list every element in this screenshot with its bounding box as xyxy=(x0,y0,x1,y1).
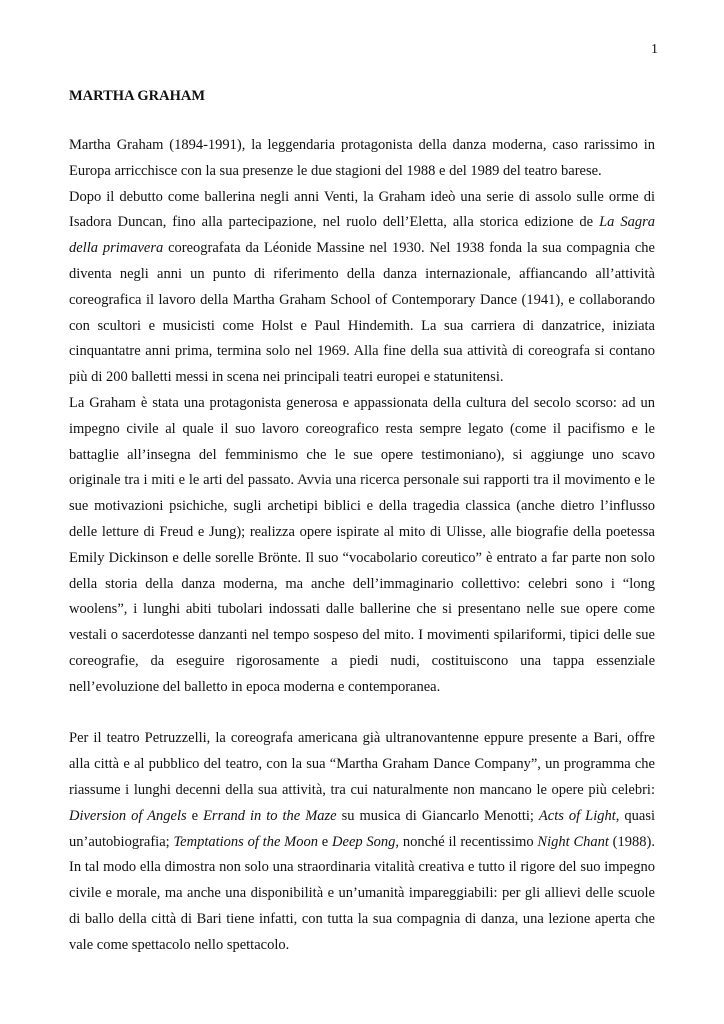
text-run: Per il teatro Petruzzelli, la coreografa americana già ultranovantenne eppure presente a Bari, offre alla città e al pubblico del teatro, con la sua “Martha Graham Dance Company”, un programma che riassume i lunghi decenni della sua attività, tra cui naturalmente non mancano le opere più celebri: xyxy=(69,730,655,798)
italic-title: Errand in to the Maze xyxy=(203,807,337,824)
text-run: Dopo il debutto come ballerina negli anni Venti, la Graham ideò una serie di assolo sulle orme di Isadora Duncan, fino alla partecipazione, nel ruolo dell’Eletta, alla storica edizione de xyxy=(69,188,655,231)
italic-title: Acts of Light xyxy=(538,807,616,824)
italic-title: Deep Song xyxy=(332,833,396,850)
page-number: 1 xyxy=(651,42,658,57)
italic-title: Diversion of Angels xyxy=(69,807,187,824)
text-run: Martha Graham (1894-1991), la leggendaria protagonista della danza moderna, caso rarissimo in Europa arricchisce con la sua presenze le due stagioni del 1988 e del 1989 del teatro barese. xyxy=(69,137,655,179)
italic-title: La Sagra della primavera xyxy=(69,214,655,257)
text-run: , nonché il recentissimo xyxy=(395,833,538,850)
italic-title: Temptations of the Moon xyxy=(173,833,319,850)
paragraph xyxy=(69,133,655,185)
document-title: MARTHA GRAHAM xyxy=(69,88,206,104)
paragraph xyxy=(69,185,655,391)
text-run: , quasi un’autobiografia; xyxy=(69,807,656,850)
text-run: (1988). In tal modo ella dimostra non solo una straordinaria vitalità creativa e tutto il rigore del suo impegno civile e morale, ma anche una disponibilità e un’umanità impareggiabili: per gli allievi delle scuole di ballo della città di Bari tiene infatti, con tutta la sua compagnia di danza, una lezione aperta che vale come spettacolo nello spettacolo. xyxy=(69,833,655,953)
text-run: coreografata da Léonide Massine nel 1930. Nel 1938 fonda la sua compagnia che diventa negli anni un punto di riferimento della danza internazionale, affiancando all’attività coreografica il lavoro della Martha Graham School of Contemporary Dance (1941), e collaborando con scultori e musicisti come Holst e Paul Hindemith. La sua carriera di danzatrice, iniziata cinquantatre anni prima, termina solo nel 1969. Alla fine della sua attività di coreografa si contano più di 200 balletti messi in scena nei principali teatri europei e statunitensi. xyxy=(69,240,655,386)
italic-title: Night Chant xyxy=(537,833,609,850)
text-run: e xyxy=(186,807,204,824)
paragraph xyxy=(69,391,655,701)
paragraph xyxy=(69,726,655,958)
document-body xyxy=(69,133,655,959)
text-run: e xyxy=(318,833,333,850)
text-run: La Graham è stata una protagonista generosa e appassionata della cultura del secolo scorso: ad un impegno civile al quale il suo lavoro coreografico resta sempre legato (come il pacifismo e le battaglie all’insegna del femminismo che le sue opere testimoniano), si aggiunge uno scavo originale tra i miti e le arti del passato. Avvia una ricerca personale sui rapporti tra il movimento e le sue motivazioni psichiche, sugli archetipi biblici e della tragedia classica (anche dietro l’influsso delle letture di Freud e Jung); realizza opere ispirate al mito di Ulisse, alle biografie della poetessa Emily Dickinson e delle sorelle Brönte. Il suo “vocabolario coreutico” è entrato a far parte non solo della storia della danza moderna, ma anche dell’immaginario collettivo: celebri sono i “long woolens”, i lunghi abiti tubolari indossati dalle ballerine che si presentano nelle sue opere come vestali o sacerdotesse danzanti nel tempo sospeso del mito. I movimenti spilariformi, tipici delle sue coreografie, da eseguire rigorosamente a piedi nudi, costituiscono una tappa essenziale nell’evoluzione del balletto in epoca moderna e contemporanea. xyxy=(69,394,655,695)
text-run: su musica di Giancarlo Menotti; xyxy=(336,807,539,824)
